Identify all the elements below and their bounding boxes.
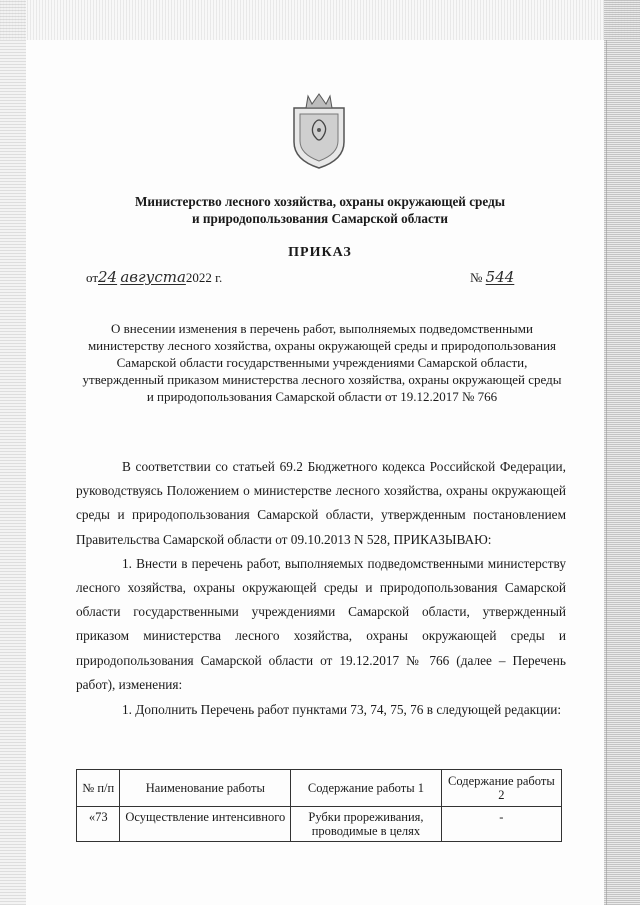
- date-year: 2022 г.: [185, 270, 223, 285]
- body-paragraph-2: 1. Внести в перечень работ, выполняемых подведомственными министерству лесного хозяйства, охраны окружающей среды и природопользования Самарской области государственными учреждениями Самарской области, утвержденный приказом министерства лесного хозяйства, охраны окружающей среды и природопользования Самарской области от 19.12.2017 № 766 (далее – Перечень работ), изменения:: [76, 555, 566, 692]
- scan-noise-right: [604, 0, 640, 905]
- table-cell: Осуществление интенсивного: [120, 807, 291, 842]
- table-cell: -: [441, 807, 561, 842]
- order-body: [76, 455, 566, 718]
- table-row: [77, 807, 562, 842]
- col-header-work-name: Наименование работы: [120, 770, 291, 807]
- ministry-line-2: и природопользования Самарской области: [192, 211, 448, 226]
- table-cell: «73: [77, 807, 120, 842]
- col-header-content-2: Содержание работы 2: [441, 770, 561, 807]
- number-prefix: №: [470, 270, 483, 285]
- date-day: 24: [98, 268, 118, 286]
- col-header-content-1: Содержание работы 1: [291, 770, 442, 807]
- works-table: [76, 769, 562, 842]
- scan-noise-left: [0, 0, 26, 905]
- body-paragraph-1: В соответствии со статьей 69.2 Бюджетного кодекса Российской Федерации, руководствуясь Положением о министерстве лесного хозяйства, охраны окружающей среды и природопользования Самарской области, утвержденным постановлением Правительства Самарской области от 09.10.2013 N 528, ПРИКАЗЫВАЮ:: [76, 459, 566, 547]
- coat-of-arms-icon: [286, 90, 352, 170]
- page-edge-line: [606, 40, 607, 905]
- ministry-line-1: Министерство лесного хозяйства, охраны окружающей среды: [134, 194, 506, 209]
- table-cell: Рубки прореживания, проводимые в целях: [291, 807, 442, 842]
- date-month: августа: [120, 268, 186, 286]
- document-type: ПРИКАЗ: [288, 245, 352, 260]
- col-header-number: № п/п: [77, 770, 120, 807]
- scan-noise-top: [0, 0, 640, 40]
- body-paragraph-3: 1. Дополнить Перечень работ пунктами 73, 74, 75, 76 в следующей редакции:: [122, 702, 562, 718]
- order-number: [470, 268, 514, 286]
- ministry-name: [70, 193, 570, 227]
- order-subject: О внесении изменения в перечень работ, выполняемых подведомственными министерству лесного хозяйства, охраны окружающей среды и природопользования Самарской области государственными учреждениями Самарской области, утвержденный приказом министерства лесного хозяйства, охраны окружающей среды и природопользования Самарской области от 19.12.2017 № 766: [82, 321, 562, 404]
- number-value: 544: [485, 268, 515, 286]
- date-prefix: от: [86, 270, 99, 285]
- table-header-row: [77, 770, 562, 807]
- order-date: [86, 268, 222, 286]
